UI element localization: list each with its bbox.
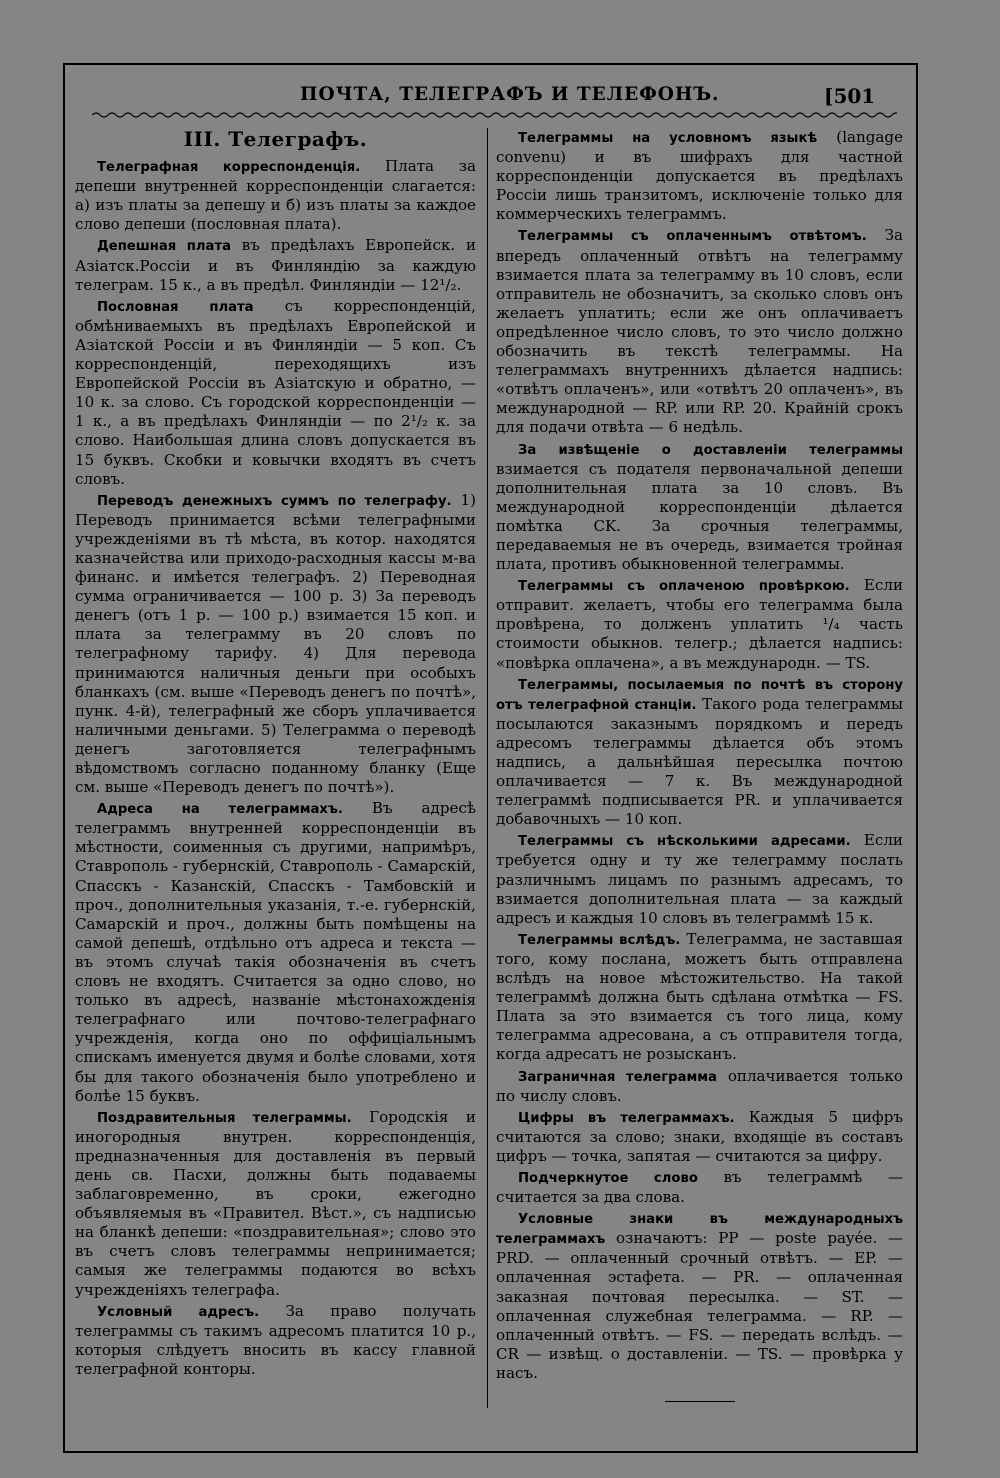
column-divider: [487, 128, 488, 1408]
paragraph-heading: Условные знаки въ международныхъ телеграммахъ: [496, 1212, 903, 1248]
paragraph-heading: Заграничная телеграмма: [518, 1069, 717, 1085]
paragraph-paid-verification: [496, 576, 903, 672]
paragraph-text: оплачивается только по числу словъ.: [496, 1066, 903, 1105]
end-rule: [665, 1401, 735, 1402]
paragraph-heading: Поздравительныя телеграммы.: [97, 1110, 352, 1126]
wavy-divider: [92, 110, 897, 120]
paragraph-text: (langage convenu) и въ шифрахъ для частной корреспонденціи допускается въ предѣлахъ Россіи лишь транзитомъ, исключеніе только для коммерческихъ телеграммъ.: [496, 128, 903, 224]
paragraph-text: Если отправит. желаетъ, чтобы его телеграмма была провѣрена, то долженъ уплатить ¹/₄ часть стоимости обыкнов. телегр.; дѣлается надпись: «повѣрка оплачена», а въ международн. — TS.: [496, 576, 903, 672]
paragraph-forwarding: [496, 930, 903, 1065]
paragraph-text: За впередъ оплаченный отвѣтъ на телеграмму взимается плата за телеграмму въ 10 словъ, если отправитель не обозначитъ, за сколько словъ онъ желаетъ уплатить; если же онъ оплачиваетъ опредѣленное число словъ, то это число должно обозначить въ текстѣ телеграммы. На телеграммахъ внутреннихъ дѣлается надпись: «отвѣтъ оплаченъ», или «отвѣтъ 20 оплаченъ», въ международной — RP. или RP. 20. Крайній срокъ для подачи отвѣта — 6 недѣль.: [496, 226, 903, 437]
paragraph-heading: Пословная плата: [97, 299, 254, 315]
paragraph-text: Плата за депеши внутренней корреспонденціи слагается: а) изъ платы за депешу и б) изъ платы за каждое слово депеши (пословная плата).: [75, 157, 476, 234]
paragraph-heading: Подчеркнутое слово: [518, 1170, 698, 1186]
paragraph-international-codes: [496, 1209, 903, 1383]
paragraph-text: означаютъ: PP — poste payée. — PRD. — оплаченный срочный отвѣтъ. — EP. — оплаченная эстафета. — PR. — оплаченная заказная почтовая пересылка. — ST. — оплаченная служебная телеграмма. — RP. — оплаченный отвѣтъ. — FS. — передать вслѣдъ. — CR — извѣщ. о доставленіи. — TS. — провѣрка у насъ.: [496, 1229, 903, 1382]
paragraph-conditional-address: [75, 1302, 476, 1379]
paragraph-foreign-telegram: [496, 1067, 903, 1106]
running-title: ПОЧТА, ТЕЛЕГРАФЪ И ТЕЛЕФОНЪ.: [300, 84, 720, 105]
paragraph-coded-language: [496, 128, 903, 224]
paragraph-text: въ телеграммѣ — считается за два слова.: [496, 1167, 903, 1207]
paragraph-heading: Адреса на телеграммахъ.: [97, 802, 343, 818]
paragraph-heading: Телеграммы на условномъ языкѣ: [518, 131, 818, 146]
paragraph-text: Въ адресѣ телеграммъ внутренней корреспонденціи въ мѣстности, соименныя съ другими, напримѣръ, Ставрополь - губернскій, Ставрополь - Самарскій, Спасскъ - Казанскій, Спасскъ - Тамбовскій и проч., дополнительныя указанія, т.-е. губернскій, Самарскій и проч., должны быть помѣщены на самой депешѣ, отдѣльно отъ адреса и текста — въ этомъ случаѣ такія обозначенія въ счетъ словъ не входятъ. Считается за одно слово, но только въ адресѣ, названіе мѣстонахожденія телеграфнаго или почтово-телеграфнаго учрежденія, когда оно по оффиціальнымъ спискамъ именуется двумя и болѣе словами, хотя бы для такого обозначенія было употреблено и болѣе 15 буквъ.: [75, 799, 476, 1105]
paragraph-addresses: [75, 799, 476, 1106]
paragraph-text: Телеграмма, не заставшая того, кому послана, можетъ быть отправлена вслѣдъ на новое мѣстожительство. На такой телеграммѣ должна быть сдѣлана отмѣтка — FS. Плата за это взимается съ того лица, кому телеграмма адресована, а съ отправителя тогда, когда адресатъ не розысканъ.: [496, 929, 903, 1064]
paragraph-text: въ предѣлахъ Европейск. и Азіатск.Россіи и въ Финляндію за каждую телеграм. 15 к., а въ предѣл. Финляндіи — 12¹/₂.: [75, 236, 476, 294]
paragraph-text: Каждыя 5 цифръ считаются за слово; знаки, входящіе въ составъ цифръ — точка, запятая — считаются за цифру.: [496, 1107, 903, 1165]
paragraph-heading: Телеграммы вслѣдъ.: [518, 932, 681, 948]
paragraph-text: взимается съ подателя первоначальной депеши дополнительная плата за 10 словъ. Въ международной корреспонденціи дѣлается помѣтка CK. За срочныя телеграммы, передаваемыя не въ очередь, взимается тройная плата, противъ обыкновенной телеграммы.: [496, 459, 903, 574]
paragraph-delivery-notice: [496, 440, 903, 575]
paragraph-text: За право получать телеграммы съ такимъ адресомъ платится 10 р., которыя слѣдуетъ вносить въ кассу главной телеграфной конторы.: [75, 1301, 476, 1378]
paragraph-heading: Телеграммы, посылаемыя по почтѣ въ сторону отъ телеграфной станціи.: [496, 677, 903, 713]
paragraph-text: Такого рода телеграммы посылаются заказнымъ порядкомъ и передъ адресомъ телеграммы дѣлается объ этомъ надпись, а дальнѣйшая пересылка почтою оплачивается — 7 к. Въ международной телеграммѣ подписывается PR. и уплачивается добавочныхъ — 10 коп.: [496, 694, 903, 829]
left-column: [75, 128, 476, 1408]
paragraph-heading: За извѣщеніе о доставленіи телеграммы: [518, 442, 903, 458]
paragraph-prepaid-reply: [496, 226, 903, 437]
paragraph-underlined-word: [496, 1168, 903, 1207]
right-column: [496, 128, 903, 1408]
paragraph-heading: Условный адресъ.: [97, 1304, 260, 1320]
paragraph-heading: Переводъ денежныхъ суммъ по телеграфу.: [97, 493, 452, 509]
paragraph-digits: [496, 1108, 903, 1166]
paragraph-text: съ корреспонденцій, обмѣниваемыхъ въ предѣлахъ Европейской и Азіатской Россіи и въ Финляндіи — 5 коп. Съ корреспонденцій, переходящихъ изъ Европейской Россіи въ Азіатскую и обратно, — 10 к. за слово. Съ городской корреспонденціи — 1 к., а въ предѣлахъ Финляндіи — по 2¹/₂ к. за слово. Наибольшая длина словъ допускается въ 15 буквъ. Скобки и ковычки входятъ въ счетъ словъ.: [75, 296, 476, 488]
paragraph-heading: Телеграммы съ нѣсколькими адресами.: [518, 834, 851, 850]
paragraph-heading: Телеграфная корреспонденція.: [97, 160, 361, 176]
paragraph-multiple-addresses: [496, 831, 903, 927]
paragraph-heading: Телеграммы съ оплаченою провѣркою.: [518, 579, 850, 595]
paragraph-per-word-fee: [75, 297, 476, 489]
paragraph-heading: Депешная плата: [97, 239, 232, 255]
paragraph-text: Если требуется одну и ту же телеграмму послать различнымъ лицамъ по разнымъ адресамъ, то взимается дополнительная плата — за каждый адресъ и каждыя 10 словъ въ телеграммѣ 15 к.: [496, 831, 903, 927]
section-title: III. Телеграфъ.: [183, 128, 368, 151]
paragraph-post-forwarded: [496, 675, 903, 830]
paragraph-greeting-telegrams: [75, 1108, 476, 1300]
paragraph-text: Городскія и иногородныя внутрен. корреспонденція, предназначенныя для доставленія въ первый день св. Пасхи, должны быть подаваемы заблаговременно, въ сроки, ежегодно объявляемыя въ «Правител. Вѣст.», съ надписью на бланкѣ депеши: «поздравительная»; слово это въ счетъ словъ телеграммы непринимается; самыя же телеграммы подаются во всѣхъ учрежденіяхъ телеграфа.: [75, 1107, 476, 1299]
paragraph-heading: Цифры въ телеграммахъ.: [518, 1110, 735, 1126]
paragraph-money-transfer: [75, 491, 476, 798]
paragraph-heading: Телеграммы съ оплаченнымъ отвѣтомъ.: [518, 229, 867, 245]
page-number: [501: [824, 84, 876, 108]
paragraph-telegraph-correspondence: [75, 157, 476, 234]
paragraph-text: 1) Переводъ принимается всѣми телеграфными учрежденіями въ тѣ мѣста, въ котор. находятся казначейства или приходо-расходныя кассы м-ва финанс. и имѣется телеграфъ. 2) Переводная сумма ограничивается — 100 р. 3) За переводъ денегъ (отъ 1 р. — 100 р.) взимается 15 коп. и плата за телеграмму въ 20 словъ по телеграфному тарифу. 4) Для перевода принимаются наличныя деньги при особыхъ бланкахъ (см. выше «Переводъ денегъ по почтѣ», пунк. 4-й), телеграфный же сборъ уплачивается наличными деньгами. 5) Телеграмма о переводѣ денегъ заготовляется телеграфнымъ вѣдомствомъ согласно поданному бланку (Еще см. выше «Переводъ денегъ по почтѣ»).: [75, 490, 476, 797]
paragraph-dispatch-fee: [75, 236, 476, 294]
